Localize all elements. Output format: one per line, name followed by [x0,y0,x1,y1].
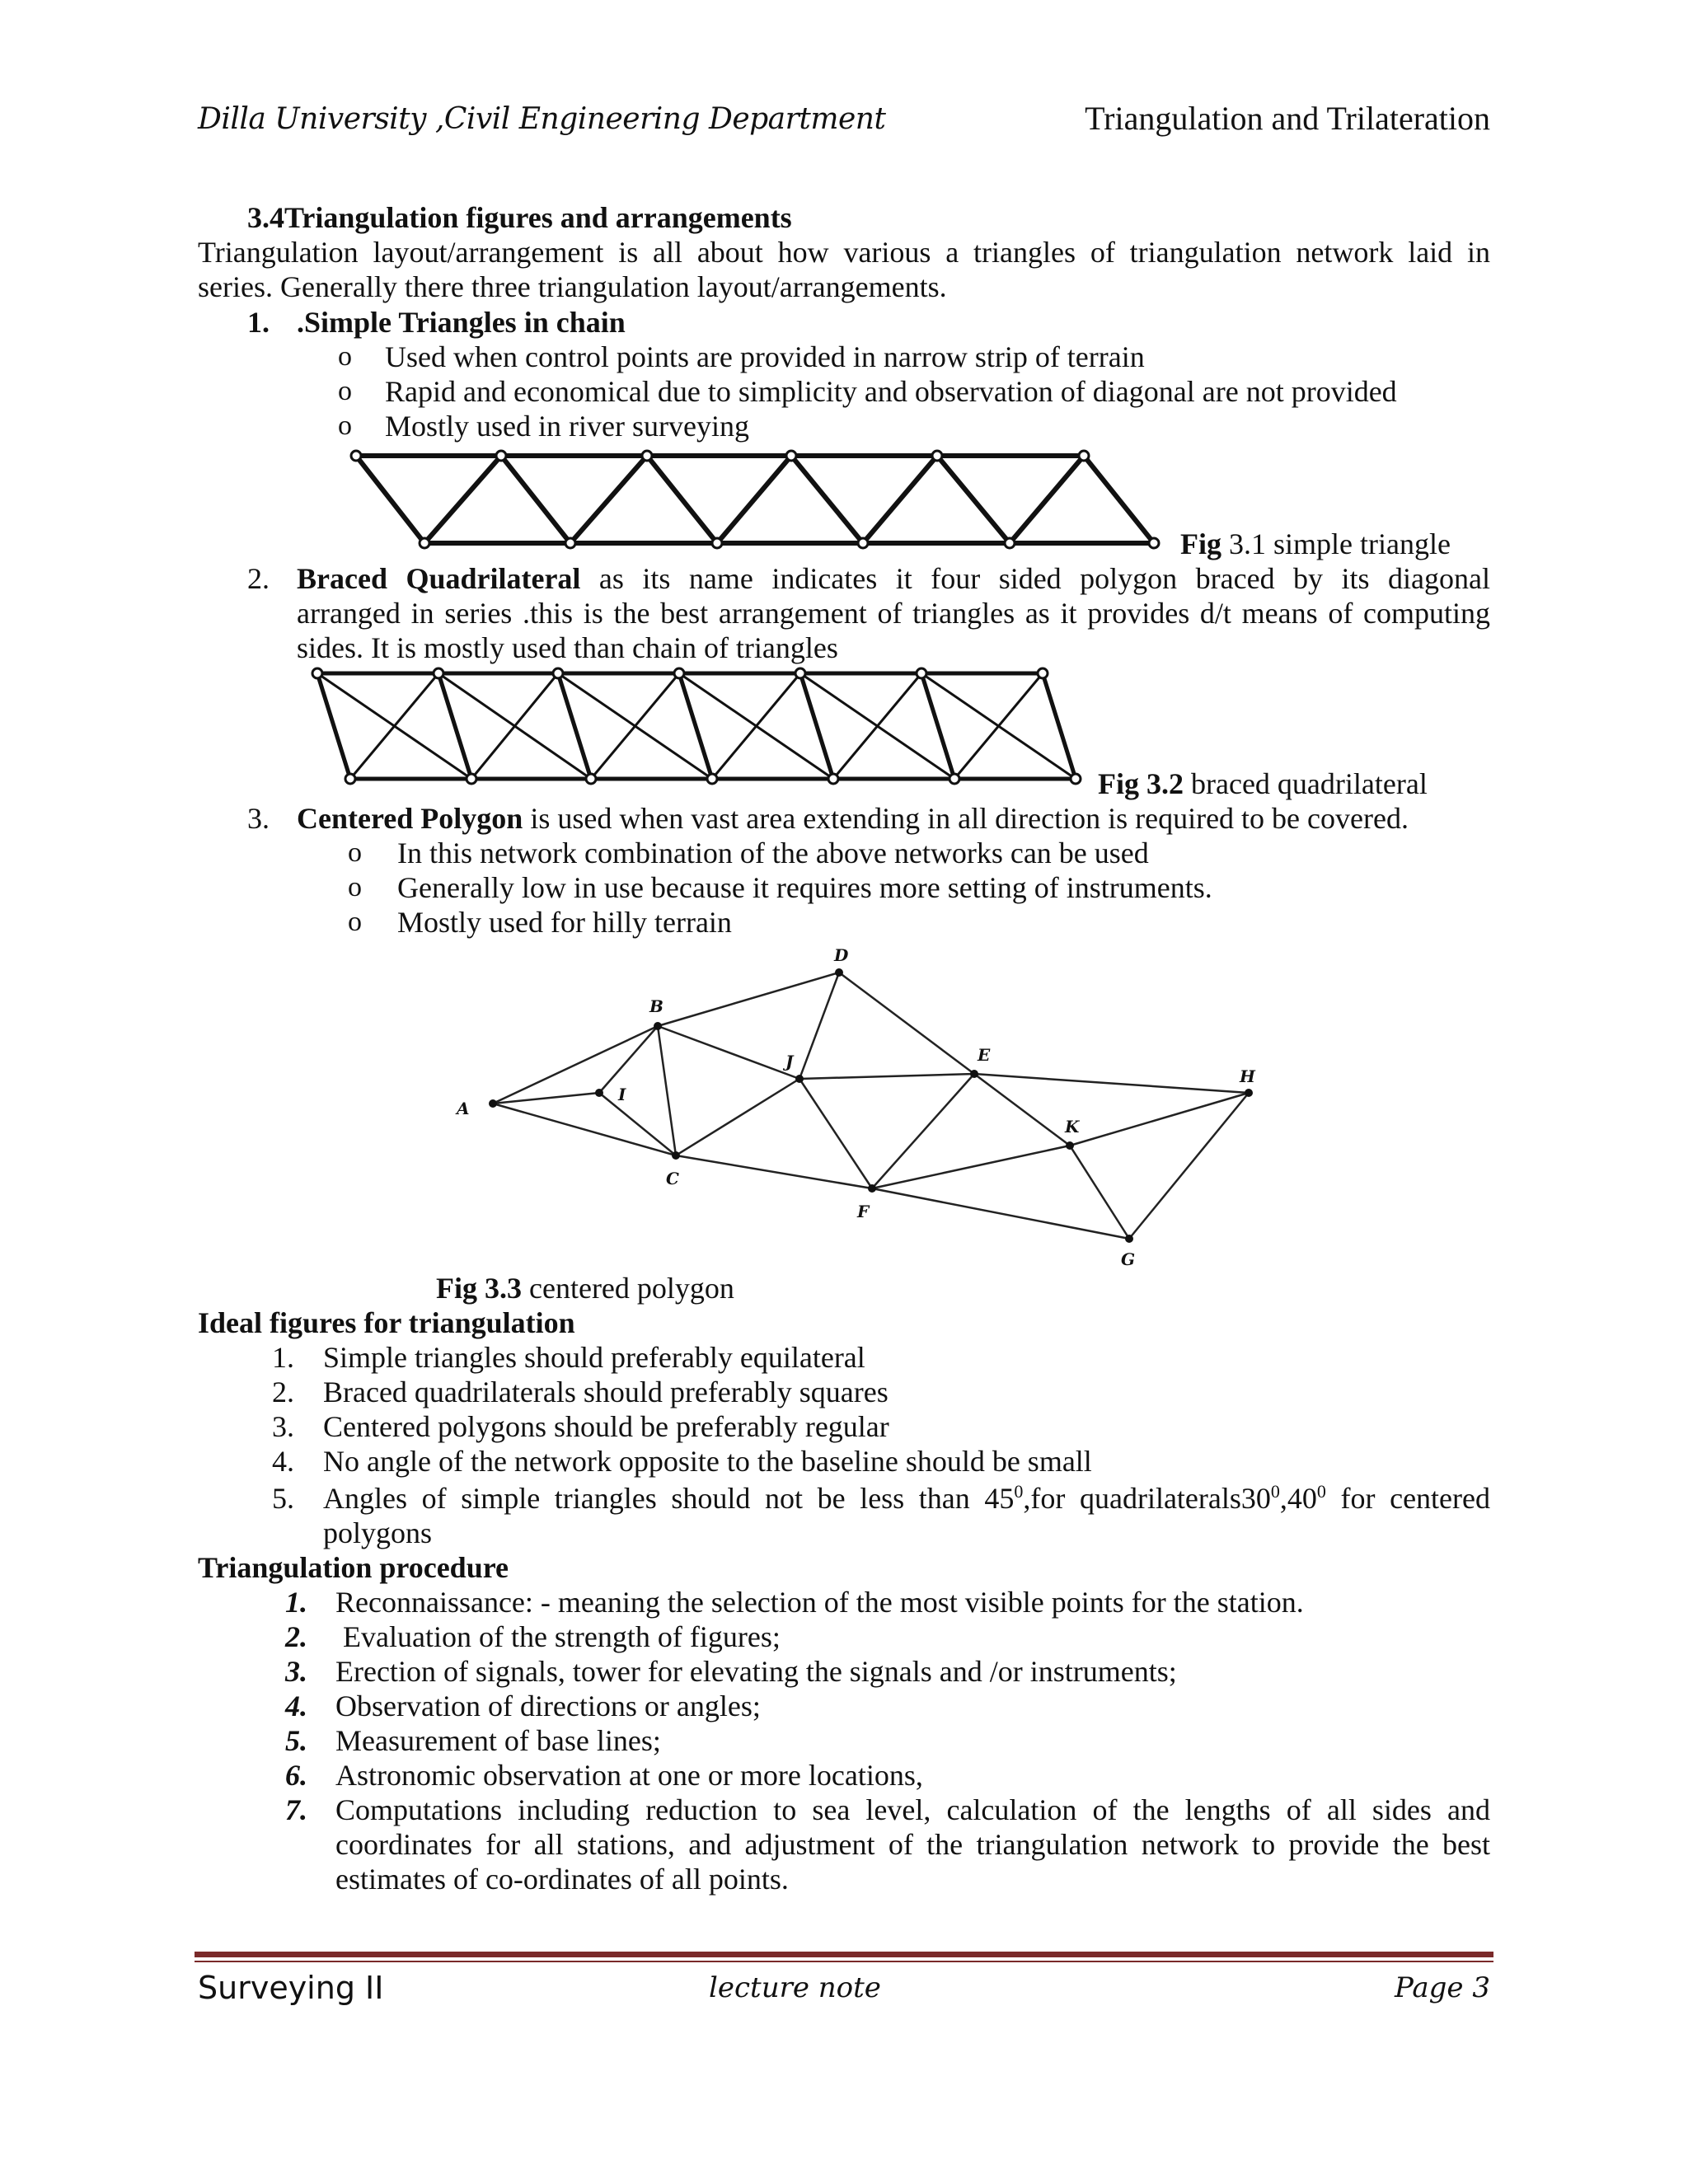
procedure-item-1: Reconnaissance: - meaning the selection of the most visible points for the station. [335,1586,1304,1619]
intro-line-1: Triangulation layout/arrangement is all about how various a triangles of triangulation network laid in [198,236,1490,269]
ideal-item-4: No angle of the network opposite to the baseline should be small [323,1445,1092,1478]
item3-number: 3. [247,802,270,835]
node-label-b: B [649,996,663,1016]
procedure-item-number: 4. [285,1690,307,1722]
node-label-c: C [666,1169,679,1188]
procedure-item-7-line-3: estimates of co-ordinates of all points. [335,1863,789,1896]
footer-doc-type: lecture note [709,1971,881,2004]
item1-number: 1. [247,306,270,339]
node-label-g: G [1121,1249,1136,1269]
item1-title: .Simple Triangles in chain [297,306,626,339]
ideal-item-number: 4. [272,1445,294,1478]
bullet-icon: o [338,376,352,406]
ideal-item-number: 1. [272,1341,294,1374]
node-label-a: A [457,1099,470,1118]
header-left-text: Dilla University ,Civil Engineering Department [198,102,886,136]
procedure-item-5: Measurement of base lines; [335,1724,661,1757]
item3-bullet-3: Mostly used for hilly terrain [397,906,732,939]
fig-3-3-caption: Fig 3.3 centered polygon [436,1272,734,1305]
bullet-icon: o [348,837,362,868]
ideal-heading: Ideal figures for triangulation [198,1306,575,1339]
node-label-d: D [834,945,849,965]
intro-line-2: series. Generally there three triangulation layout/arrangements. [198,270,947,303]
footer-course: Surveying II [198,1970,384,2006]
ideal-item-1: Simple triangles should preferably equilateral [323,1341,865,1374]
procedure-item-number: 2. [285,1620,307,1653]
procedure-item-7-line-1: Computations including reduction to sea level, calculation of the lengths of all sides and [335,1793,1490,1826]
ideal-item-5-line-1: Angles of simple triangles should not be less than $45^0,for$ $quadrilaterals30^0,40^0$ for centered [323,1481,1490,1515]
bullet-icon: o [338,341,352,372]
procedure-item-number: 7. [285,1793,307,1826]
ideal-item-2: Braced quadrilaterals should preferably squares [323,1376,889,1408]
ideal-item-number: 5. [272,1482,294,1515]
item3-line-1: Centered Polygon is used when vast area extending in all direction is required to be covered. [297,802,1409,835]
item2-line-1: Braced Quadrilateral as its name indicates it four sided polygon braced by its diagonal [297,562,1490,595]
ideal-item-number: 2. [272,1376,294,1408]
procedure-item-4: Observation of directions or angles; [335,1690,761,1722]
section-heading: 3.4Triangulation figures and arrangements [247,201,792,234]
item1-bullet-3: Mostly used in river surveying [385,410,749,443]
item1-bullet-2: Rapid and economical due to simplicity and observation of diagonal are not provided [385,375,1397,408]
bullet-icon: o [338,410,352,441]
procedure-item-number: 1. [285,1586,307,1619]
node-label-k: K [1065,1117,1080,1137]
footer-page-number: Page 3 [1395,1971,1490,2004]
bullet-icon: o [348,872,362,902]
procedure-item-number: 5. [285,1724,307,1757]
procedure-item-2: Evaluation of the strength of figures; [335,1620,781,1653]
procedure-heading: Triangulation procedure [198,1551,509,1584]
item2-line-3: sides. It is mostly used than chain of triangles [297,631,838,664]
item2-number: 2. [247,562,270,595]
node-label-e: E [978,1045,991,1065]
item2-line-2: arranged in series .this is the best arrangement of triangles as it provides d/t means of computing [297,597,1490,630]
header-right-text: Triangulation and Trilateration [1085,100,1490,137]
ideal-item-5-line-2: polygons [323,1516,433,1549]
footer-divider-thin [195,1961,1493,1962]
footer-divider [195,1952,1493,1957]
ideal-item-number: 3. [272,1410,294,1443]
item1-bullet-1: Used when control points are provided in narrow strip of terrain [385,340,1145,373]
node-label-j: J [785,1052,794,1071]
item3-bullet-1: In this network combination of the above networks can be used [397,837,1149,869]
procedure-item-6: Astronomic observation at one or more locations, [335,1759,923,1792]
fig-3-2-caption: Fig 3.2 braced quadrilateral [1098,767,1428,800]
procedure-item-3: Erection of signals, tower for elevating the signals and /or instruments; [335,1655,1177,1688]
fig-3-1-caption: Fig 3.1 simple triangle [1180,527,1451,560]
item3-bullet-2: Generally low in use because it requires more setting of instruments. [397,871,1212,904]
procedure-item-number: 6. [285,1759,307,1792]
node-label-i: I [618,1085,626,1104]
ideal-item-3: Centered polygons should be preferably regular [323,1410,889,1443]
procedure-item-number: 3. [285,1655,307,1688]
node-label-h: H [1240,1066,1255,1086]
procedure-item-7-line-2: coordinates for all stations, and adjustment of the triangulation network to provide the best [335,1828,1490,1861]
node-label-f: F [857,1202,870,1221]
bullet-icon: o [348,907,362,937]
